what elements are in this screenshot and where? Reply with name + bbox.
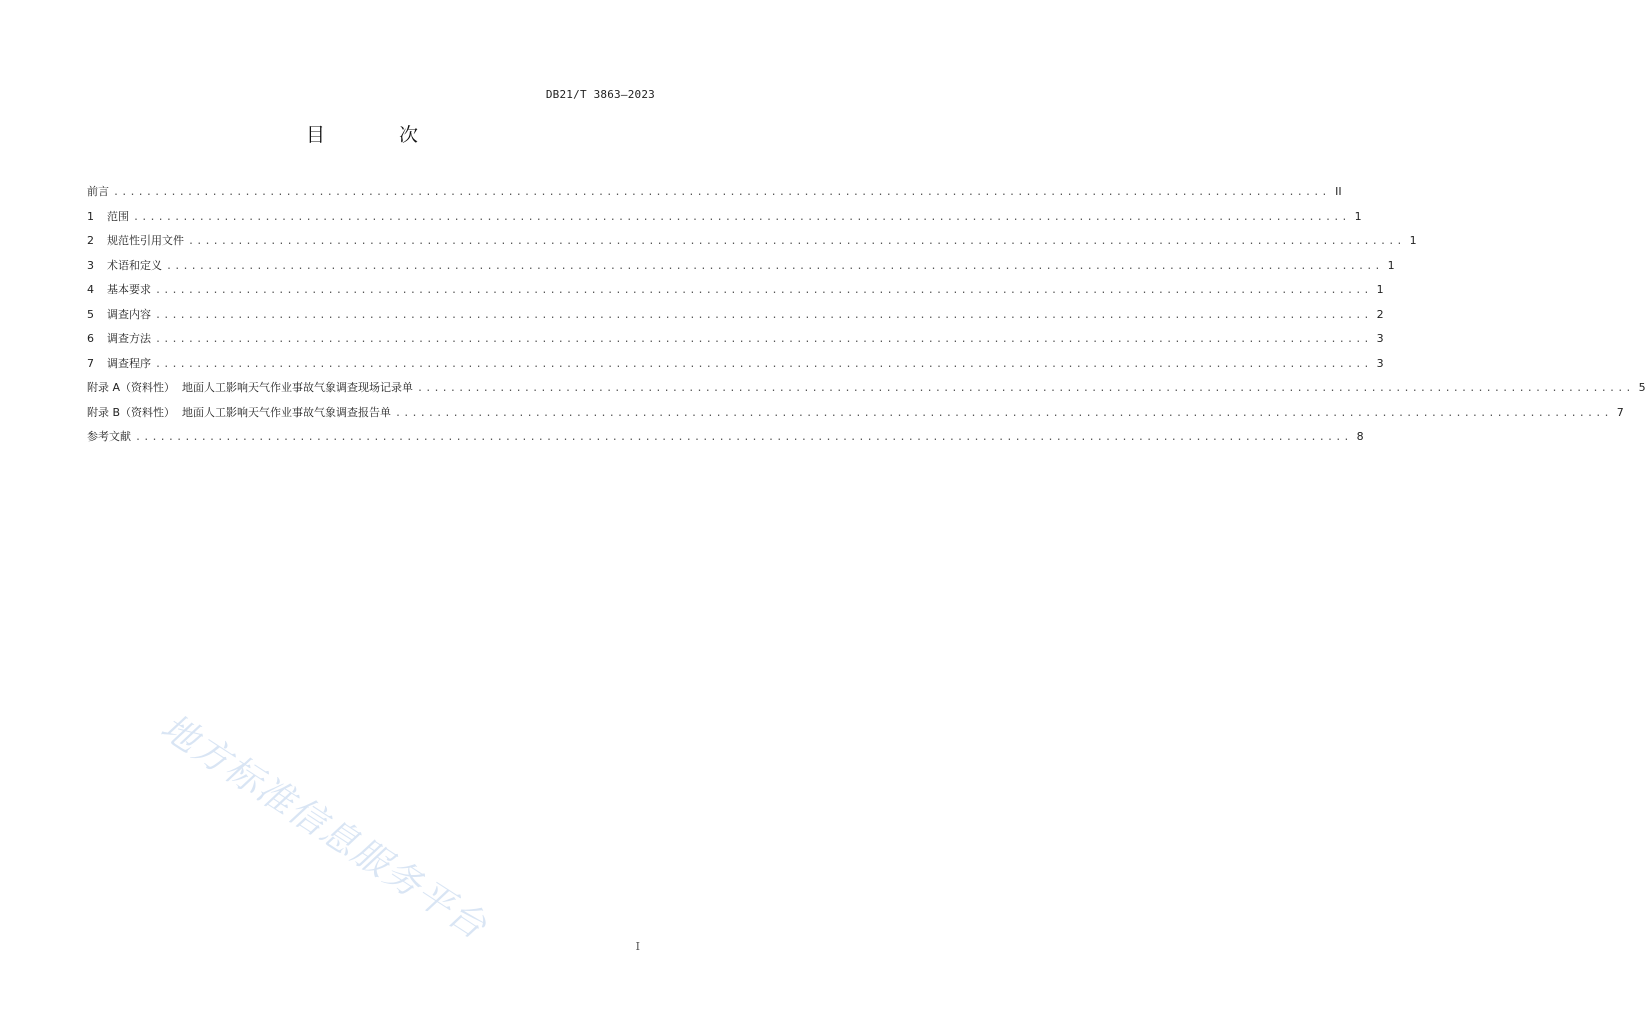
toc-leader-dots: .................................................................................................................................................... [113,187,1330,198]
page-title: 目 次 [305,124,453,146]
toc-entry-number: 5 [87,307,94,321]
toc-entry-label: 术语和定义 [107,258,162,272]
toc-leader-dots: .................................................................................................................................................... [417,383,1634,394]
toc-leader-dots: .................................................................................................................................................... [395,407,1612,419]
toc-entry-label: 前言 [87,185,109,198]
toc-entry-number: 6 [87,332,94,345]
table-of-contents [87,183,1646,453]
toc-leader-dots: .................................................................................................................................................... [155,309,1372,321]
toc-entry-label: 调查内容 [107,307,151,321]
toc-entry-page: 1 [1354,209,1362,223]
toc-entry-number: 7 [87,356,94,370]
toc-entry[interactable] [87,232,1417,257]
toc-entry-page: 7 [1616,405,1624,419]
toc-entry[interactable] [87,257,1395,282]
toc-entry[interactable] [87,379,1646,404]
toc-entry-label: 参考文献 [87,430,131,443]
toc-entry-label: 附录 B（资料性） 地面人工影响天气作业事故气象调查报告单 [87,405,392,419]
toc-entry-label: 调查程序 [107,356,151,370]
toc-entry-page: 5 [1638,381,1646,394]
toc-leader-dots: .................................................................................................................................................... [155,358,1372,370]
toc-leader-dots: .................................................................................................................................................... [188,236,1405,247]
toc-entry[interactable] [87,306,1384,331]
toc-leader-dots: .................................................................................................................................................... [166,260,1383,272]
toc-entry-number: 3 [87,258,94,272]
toc-leader-dots: .................................................................................................................................................... [155,285,1372,296]
toc-entry-number: 4 [87,283,94,296]
toc-leader-dots: .................................................................................................................................................... [155,334,1372,345]
toc-entry-label: 附录 A（资料性） 地面人工影响天气作业事故气象调查现场记录单 [87,381,414,394]
toc-leader-dots: .................................................................................................................................................... [135,432,1352,443]
toc-entry[interactable] [87,183,1342,208]
footer-page-number: I [635,940,640,953]
toc-entry[interactable] [87,330,1384,355]
toc-entry-page: 3 [1376,332,1384,345]
toc-entry-page: 3 [1376,356,1384,370]
toc-entry-page: 1 [1376,283,1384,296]
toc-entry[interactable] [87,404,1624,429]
toc-entry-label: 基本要求 [107,283,151,296]
toc-entry-number: 2 [87,234,94,247]
toc-entry-page: 8 [1356,430,1364,443]
toc-entry-number: 1 [87,209,94,223]
toc-entry-label: 调查方法 [107,332,151,345]
toc-entry[interactable] [87,428,1364,453]
toc-entry-page: 1 [1387,258,1395,272]
watermark: 地方标准信息服务平台 [153,706,495,949]
toc-entry-label: 范围 [107,209,129,223]
toc-entry[interactable] [87,281,1384,306]
standard-code: DB21/T 3863—2023 [545,88,655,101]
toc-entry-label: 规范性引用文件 [107,234,184,247]
toc-entry-page: 2 [1376,307,1384,321]
toc-entry-page: 1 [1409,234,1417,247]
toc-entry-page: II [1335,185,1342,198]
toc-leader-dots: .................................................................................................................................................... [133,211,1350,223]
toc-entry[interactable] [87,355,1384,380]
toc-entry[interactable] [87,208,1362,233]
